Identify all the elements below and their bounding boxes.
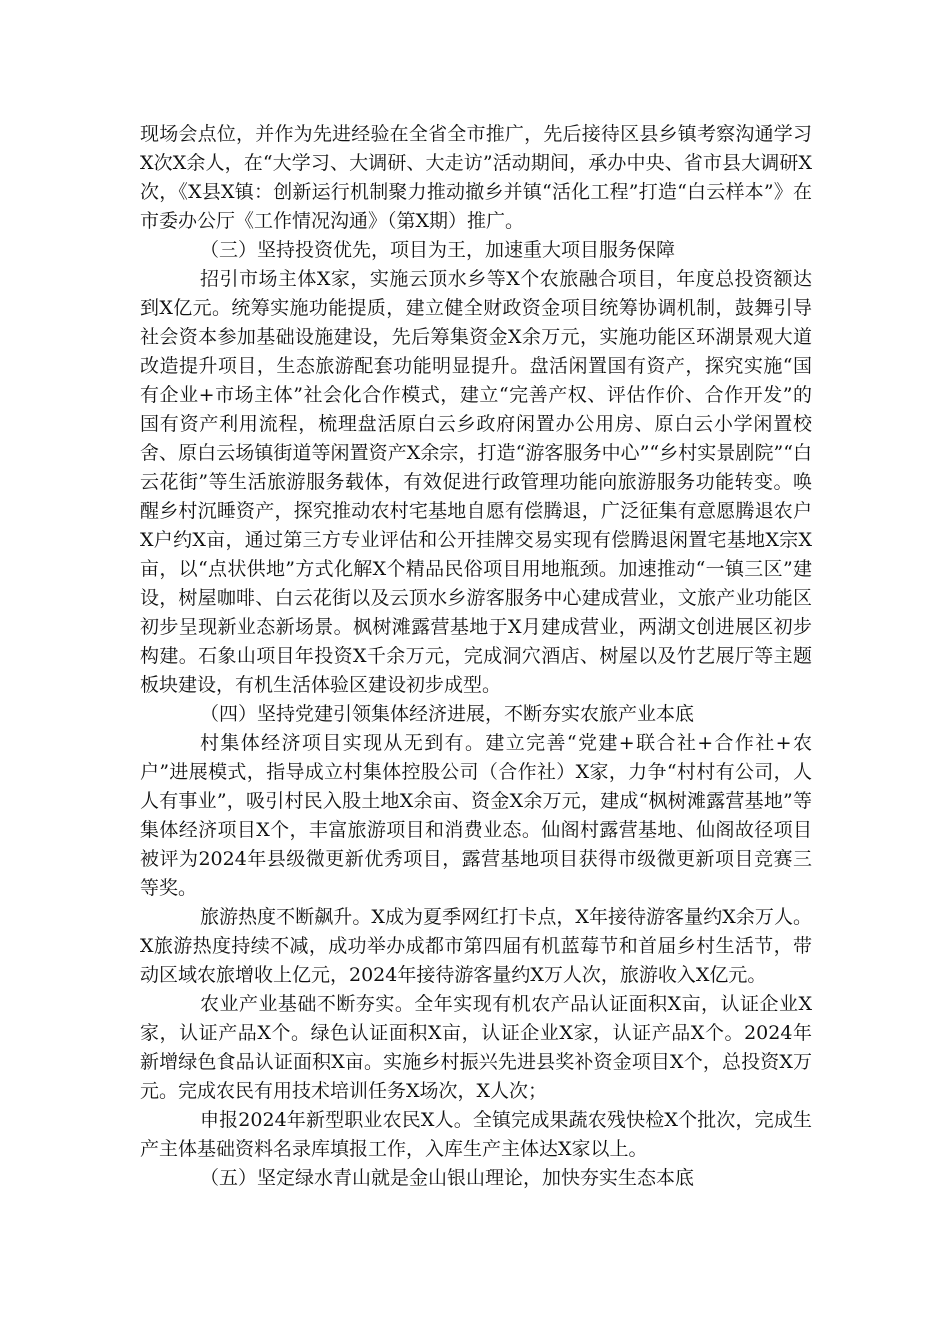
section-heading: （五）坚定绿水青山就是金山银山理论，加快夯实生态本底 xyxy=(200,1167,695,1189)
body-paragraph: 旅游热度不断飙升。X成为夏季网红打卡点，X年接待游客量约X余万人。X旅游热度持续不减，成功举办成都市第四届有机蓝莓节和首届乡村生活节，带动区域农旅增收上亿元，2024年接待游客量约X万人次，旅游收入X亿元。 xyxy=(140,906,812,986)
section-heading: （三）坚持投资优先，项目为王，加速重大项目服务保障 xyxy=(200,239,676,261)
body-paragraph: 申报2024年新型职业农民X人。全镇完成果蔬农残快检X个批次，完成生产主体基础资料名录库填报工作，入库生产主体达X家以上。 xyxy=(140,1109,812,1160)
body-paragraph: 村集体经济项目实现从无到有。建立完善“党建+联合社+合作社+农户”进展模式，指导成立村集体控股公司（合作社）X家，力争“村村有公司，人人有事业”，吸引村民入股土地X余亩、资金X余万元，建成“枫树滩露营基地”等集体经济项目X个，丰富旅游项目和消费业态。仙阁村露营基地、仙阁故径项目被评为2024年县级微更新优秀项目，露营基地项目获得市级微更新项目竞赛三等奖。 xyxy=(140,732,812,899)
document-page xyxy=(140,120,812,1193)
body-paragraph: 农业产业基础不断夯实。全年实现有机农产品认证面积X亩，认证企业X家，认证产品X个。绿色认证面积X亩，认证企业X家，认证产品X个。2024年新增绿色食品认证面积X亩。实施乡村振兴先进县奖补资金项目X个，总投资X万元。完成农民有用技术培训任务X场次，X人次； xyxy=(140,993,812,1102)
body-paragraph: 招引市场主体X家，实施云顶水乡等X个农旅融合项目，年度总投资额达到X亿元。统筹实施功能提质，建立健全财政资金项目统筹协调机制，鼓舞引导社会资本参加基础设施建设，先后筹集资金X余万元，实施功能区环湖景观大道改造提升项目，生态旅游配套功能明显提升。盘活闲置国有资产，探究实施“国有企业+市场主体”社会化合作模式，建立“完善产权、评估作价、合作开发”的国有资产利用流程，梳理盘活原白云乡政府闲置办公用房、原白云小学闲置校舍、原白云场镇街道等闲置资产X余宗，打造“游客服务中心”“乡村实景剧院”“白云花街”等生活旅游服务载体，有效促进行政管理功能向旅游服务功能转变。唤醒乡村沉睡资产，探究推动农村宅基地自愿有偿腾退，广泛征集有意愿腾退农户X户约X亩，通过第三方专业评估和公开挂牌交易实现有偿腾退闲置宅基地X宗X亩，以“点状供地”方式化解X个精品民俗项目用地瓶颈。加速推动“一镇三区”建设，树屋咖啡、白云花街以及云顶水乡游客服务中心建成营业，文旅产业功能区初步呈现新业态新场景。枫树滩露营基地于X月建成营业，两湖文创进展区初步构建。石象山项目年投资X千余万元，完成洞穴酒店、树屋以及竹艺展厅等主题板块建设，有机生活体验区建设初步成型。 xyxy=(140,268,812,696)
body-paragraph: 现场会点位，并作为先进经验在全省全市推广，先后接待区县乡镇考察沟通学习X次X余人，在“大学习、大调研、大走访”活动期间，承办中央、省市县大调研X次，《X县X镇：创新运行机制聚力推动撤乡并镇“活化工程”打造“白云样本”》在市委办公厅《工作情况沟通》（第X期）推广。 xyxy=(140,123,812,232)
section-heading: （四）坚持党建引领集体经济进展，不断夯实农旅产业本底 xyxy=(200,703,695,725)
